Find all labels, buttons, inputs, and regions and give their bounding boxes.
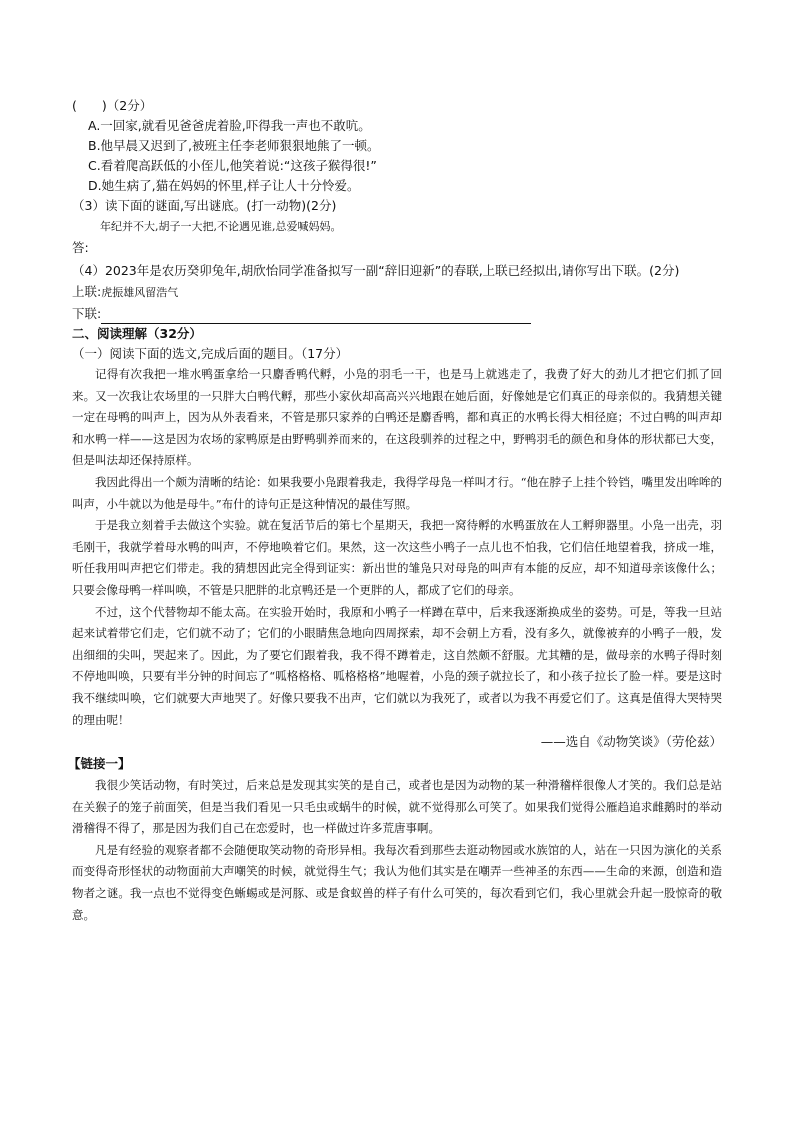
passage-source: ——选自《动物笑谈》（劳伦兹） (540, 734, 722, 750)
q4-lower-label: 下联: (72, 306, 102, 321)
passage-paragraph-3: 于是我立刻着手去做这个实验。就在复活节后的第七个星期天，我把一窝待孵的水鸭蛋放在人工孵卵器里。小凫一出壳，羽毛刚干，我就学着母水鸭的叫声，不停地唤着它们。果然，这一次这些小鸭子一点儿也不怕我，它们信任地望着我，挤成一堆，听任我用叫声把它们带走。我的猜想因此完全得到证实：新出世的雏凫只对母凫的叫声有本能的反应，却不知道母亲该像什么；只要会像母鸭一样叫唤，不管是只肥胖的北京鸭还是一个更胖的人，都成了它们的母亲。 (72, 518, 722, 597)
q2-option-d: D.她生病了,猫在妈妈的怀里,样子让人十分怜爱。 (88, 178, 360, 193)
q4-answer-blank[interactable] (101, 309, 531, 324)
document-page (68, 96, 722, 926)
q4-upper-label: 上联: (72, 284, 102, 299)
passage-paragraph-4: 不过，这个代替物却不能太高。在实验开始时，我原和小鸭子一样蹲在草中，后来我逐渐换成坐的姿势。可是，等我一旦站起来试着带它们走，它们就不动了；它们的小眼睛焦急地向四周探索，却不会朝上方看，没有多久，就像被弃的小鸭子一般，发出细细的尖叫，哭起来了。因此，为了要它们跟着我，我不得不蹲着走，这自然颇不舒服。尤其糟的是，做母亲的水鸭子得时刻不停地叫唤，只要有半分钟的时间忘了“呱格格格、呱格格格”地喔着，小凫的颈子就拉长了，和小孩子拉长了脸一样。要是这时我不继续叫唤，它们就要大声地哭了。好像只要我不出声，它们就以为我死了，或者以为我不再爱它们了。这真是值得大哭特哭的理由呢！ (72, 604, 722, 727)
q3-answer-label: 答: (72, 240, 89, 255)
q4-lower-couplet (72, 304, 722, 324)
link1-paragraph-1: 我很少笑话动物，有时笑过，后来总是发现其实笑的是自己，或者也是因为动物的某一种滑稽样很像人才笑的。我们总是站在关猴子的笼子前面笑，但是当我们看见一只毛虫或蜗牛的时候，就不觉得那么可笑了。如果我们觉得公雁趋追求雌鹅时的举动滑稽得不得了，那是因为我们自己在恋爱时，也一样做过许多荒唐事啊。 (72, 778, 722, 836)
section-title: 二、阅读理解（32分） (72, 326, 202, 341)
q4-stem: （4）2023年是农历癸卯兔年,胡欣怡同学准备拟写一副“辞旧迎新”的春联,上联已经拟出,请你写出下联。(2分) (72, 263, 680, 278)
link1-paragraph-2: 凡是有经验的观察者都不会随便取笑动物的奇形异相。我每次看到那些去逛动物园或水族馆的人，站在一只因为演化的关系而变得奇形怪状的动物面前大声嘲笑的时候，就觉得生气；我认为他们其实是在嘲弄一些神圣的东西——生命的来源，创造和造物者之谜。我一点也不觉得变色蜥蜴或是河豚、或是食蚁兽的样子有什么可笑的，每次看到它们，我心里就会升起一股惊奇的敬意。 (72, 842, 722, 922)
link1-heading: 【链接一】 (68, 756, 131, 772)
q3-riddle: 年纪并不大,胡子一大把,不论遇见谁,总爱喊妈妈。 (100, 220, 342, 233)
q2-stem: ( )（2分） (72, 98, 153, 113)
section-subtitle: （一）阅读下面的选文,完成后面的题目。（17分） (72, 346, 349, 361)
q2-option-c: C.看着爬高跃低的小侄儿,他笑着说:“这孩子猴得很!” (88, 158, 377, 173)
q4-upper-couplet (72, 281, 722, 304)
passage-paragraph-1: 记得有次我把一堆水鸭蛋拿给一只麝香鸭代孵，小凫的羽毛一干，也是马上就逃走了，我费了好大的劲儿才把它们抓了回来。又一次我让农场里的一只胖大白鸭代孵，那些小家伙却高高兴兴地跟在她后面，好像她是它们真正的母亲似的。我猜想关键一定在母鸭的叫声上，因为从外表看来，不管是那只家养的白鸭还是麝香鸭，都和真正的水鸭长得大相径庭；不过白鸭的叫声却和水鸭一样——这是因为农场的家鸭原是由野鸭驯养而来的，在这段驯养的过程之中，野鸭羽毛的颜色和身体的形状都已大变，但是叫法却还保持原样。 (72, 367, 722, 468)
q2-option-b: B.他早晨又迟到了,被班主任李老师狠狠地熊了一顿。 (88, 138, 380, 153)
passage-paragraph-2: 我因此得出一个颇为清晰的结论：如果我要小凫跟着我走，我得学母凫一样叫才行。“他在脖子上挂个铃铛，嘴里发出哞哞的叫声，小牛就以为他是母牛。”布什的诗句正是这种情况的最佳写照。 (72, 474, 722, 511)
q2-option-a: A.一回家,就看见爸爸虎着脸,吓得我一声也不敢吭。 (88, 118, 371, 133)
q4-upper-text: 虎振雄风留浩气 (101, 286, 179, 299)
q3-stem: （3）读下面的谜面,写出谜底。(打一动物)(2分) (72, 198, 337, 213)
